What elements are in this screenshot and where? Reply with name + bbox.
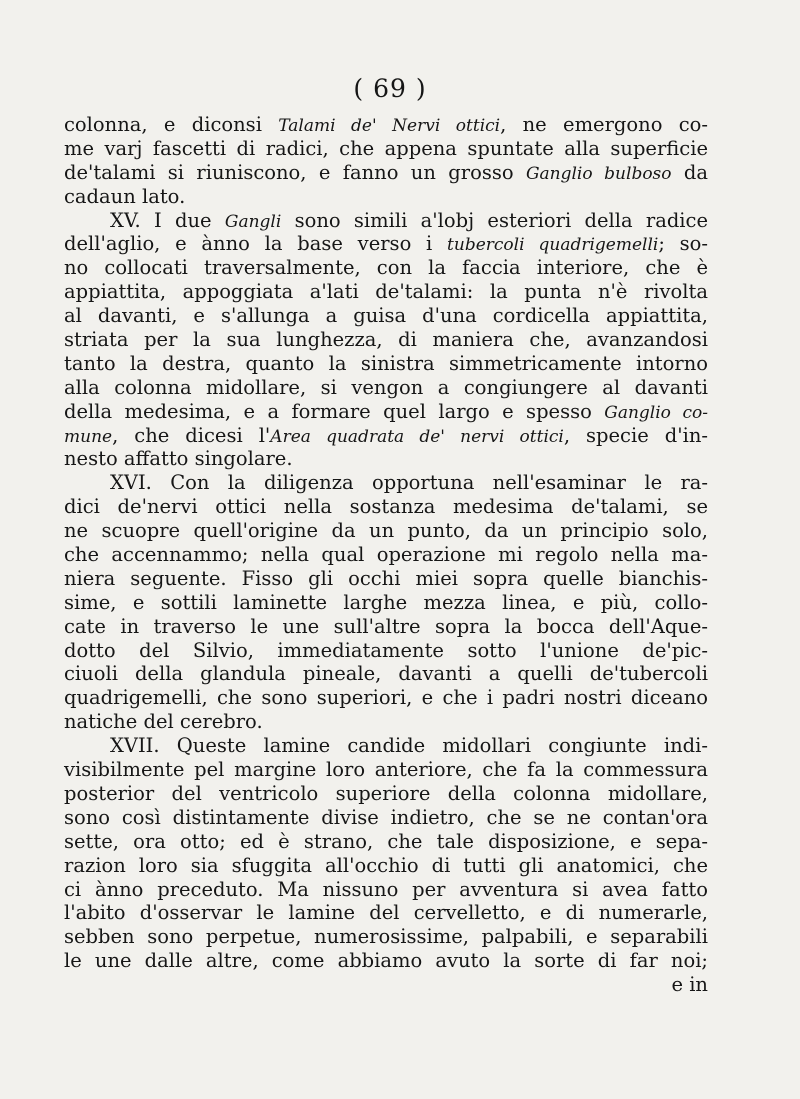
text-line: [64, 615, 708, 639]
text-line: [64, 686, 708, 710]
text-line: [64, 400, 708, 424]
text-run: appiattita, appoggiata a'lati de'talami: la punta n'è rivolta: [64, 280, 708, 304]
text-run: XV. I due: [110, 208, 225, 232]
text-run: quadrigemelli, che sono superiori, e che i padri nostri diceano: [64, 686, 708, 710]
text-run: dotto del Silvio, immediatamente sotto l'unione de'pic-: [64, 638, 708, 662]
italic-term: Area quadrata de' nervi ottici: [270, 426, 564, 447]
body-text: [64, 113, 708, 997]
text-line: [64, 161, 708, 185]
text-line: [64, 352, 708, 376]
text-line: [64, 113, 708, 137]
text-run: ; so-: [658, 232, 709, 256]
text-run: natiche del cerebro.: [64, 710, 263, 734]
text-run: sono simili a'lobj esteriori della radice: [281, 208, 709, 232]
text-run: colonna, e diconsi: [64, 113, 279, 136]
text-line: [64, 925, 708, 949]
text-line: [64, 830, 708, 854]
italic-term: Ganglio co-: [604, 402, 709, 423]
text-run: sime, e sottili laminette larghe mezza linea, e più, collo-: [64, 590, 708, 614]
text-run: visibilmente pel margine loro anteriore, che fa la commessura: [64, 758, 708, 782]
text-line: [64, 424, 708, 448]
text-line: [64, 734, 708, 758]
text-line: [64, 854, 708, 878]
text-line: [64, 662, 708, 686]
text-line: [64, 782, 708, 806]
text-run: della medesima, e a formare quel largo e spesso: [64, 399, 605, 423]
text-run: alla colonna midollare, si vengon a congiungere al davanti: [64, 375, 708, 399]
text-run: niera seguente. Fisso gli occhi miei sopra quelle bianchis-: [64, 566, 708, 590]
text-line: [64, 376, 708, 400]
text-line: [64, 543, 708, 567]
text-line: [64, 973, 708, 997]
text-run: tanto la destra, quanto la sinistra simmetricamente intorno: [64, 351, 708, 375]
text-line: [64, 710, 708, 734]
text-run: che accennammo; nella qual operazione mi regolo nella ma-: [64, 543, 708, 567]
text-line: [64, 567, 708, 591]
text-run: sette, ora otto; ed è strano, che tale disposizione, e sepa-: [64, 829, 708, 853]
text-run: sebben sono perpetue, numerosissime, palpabili, e separabili: [64, 925, 708, 949]
text-run: XVI. Con la diligenza opportuna nell'esaminar le ra-: [110, 471, 708, 495]
text-line: [64, 495, 708, 519]
italic-term: Ganglio bulboso: [525, 163, 672, 184]
text-line: [64, 901, 708, 925]
page-number: ( 69 ): [353, 74, 427, 103]
text-run: ci ànno preceduto. Ma nissuno per avventura si avea fatto: [64, 877, 708, 901]
text-run: striata per la sua lunghezza, di maniera che, avanzandosi: [64, 328, 708, 352]
text-line: [64, 280, 708, 304]
text-run: , specie d'in-: [563, 423, 708, 447]
text-run: da: [671, 160, 709, 184]
italic-term: tubercoli quadrigemelli: [447, 235, 659, 256]
text-run: , ne emergono co-: [500, 113, 709, 136]
text-line: [64, 758, 708, 782]
text-line: [64, 878, 708, 902]
text-run: le une dalle altre, come abbiamo avuto la sorte di far noi;: [64, 949, 708, 973]
text-line: [64, 949, 708, 973]
text-run: al davanti, e s'allunga a guisa d'una cordicella appiattita,: [64, 304, 708, 328]
text-run: ne scuopre quell'origine da un punto, da un principio solo,: [64, 519, 708, 543]
text-line: [64, 232, 708, 256]
text-run: nesto affatto singolare.: [64, 447, 293, 471]
text-line: [64, 447, 708, 471]
text-line: [64, 471, 708, 495]
text-line: [64, 137, 708, 161]
text-run: cate in traverso le une sull'altre sopra la bocca dell'Aque-: [64, 614, 708, 638]
text-run: ciuoli della glandula pineale, davanti a quelli de'tubercoli: [64, 662, 708, 686]
text-run: no collocati traversalmente, con la faccia interiore, che è: [64, 256, 708, 280]
text-line: [64, 591, 708, 615]
text-line: [64, 256, 708, 280]
text-run: cadaun lato.: [64, 184, 186, 208]
text-run: XVII. Queste lamine candide midollari congiunte indi-: [110, 734, 708, 758]
text-line: [64, 639, 708, 663]
text-run: de'talami si riuniscono, e fanno un grosso: [64, 160, 526, 184]
text-run: , che dicesi l': [112, 423, 271, 447]
text-run: posterior del ventricolo superiore della colonna midollare,: [64, 781, 708, 805]
text-line: [64, 519, 708, 543]
text-run: e in: [671, 973, 708, 997]
italic-term: mune: [64, 426, 113, 447]
text-run: dell'aglio, e ànno la base verso i: [64, 232, 448, 256]
text-run: l'abito d'osservar le lamine del cervelletto, e di numerarle,: [64, 901, 708, 925]
text-run: razion loro sia sfuggita all'occhio di tutti gli anatomici, che: [64, 853, 708, 877]
italic-term: Gangli: [224, 211, 282, 232]
text-line: [64, 304, 708, 328]
text-line: [64, 806, 708, 830]
italic-term: Talami de' Nervi ottici: [278, 116, 501, 136]
text-run: sono così distintamente divise indietro, che se ne contan'ora: [64, 805, 708, 829]
text-line: [64, 328, 708, 352]
text-line: [64, 209, 708, 233]
text-run: dici de'nervi ottici nella sostanza medesima de'talami, se: [64, 495, 708, 519]
text-run: me varj fascetti di radici, che appena spuntate alla superficie: [64, 136, 708, 160]
text-line: [64, 185, 708, 209]
